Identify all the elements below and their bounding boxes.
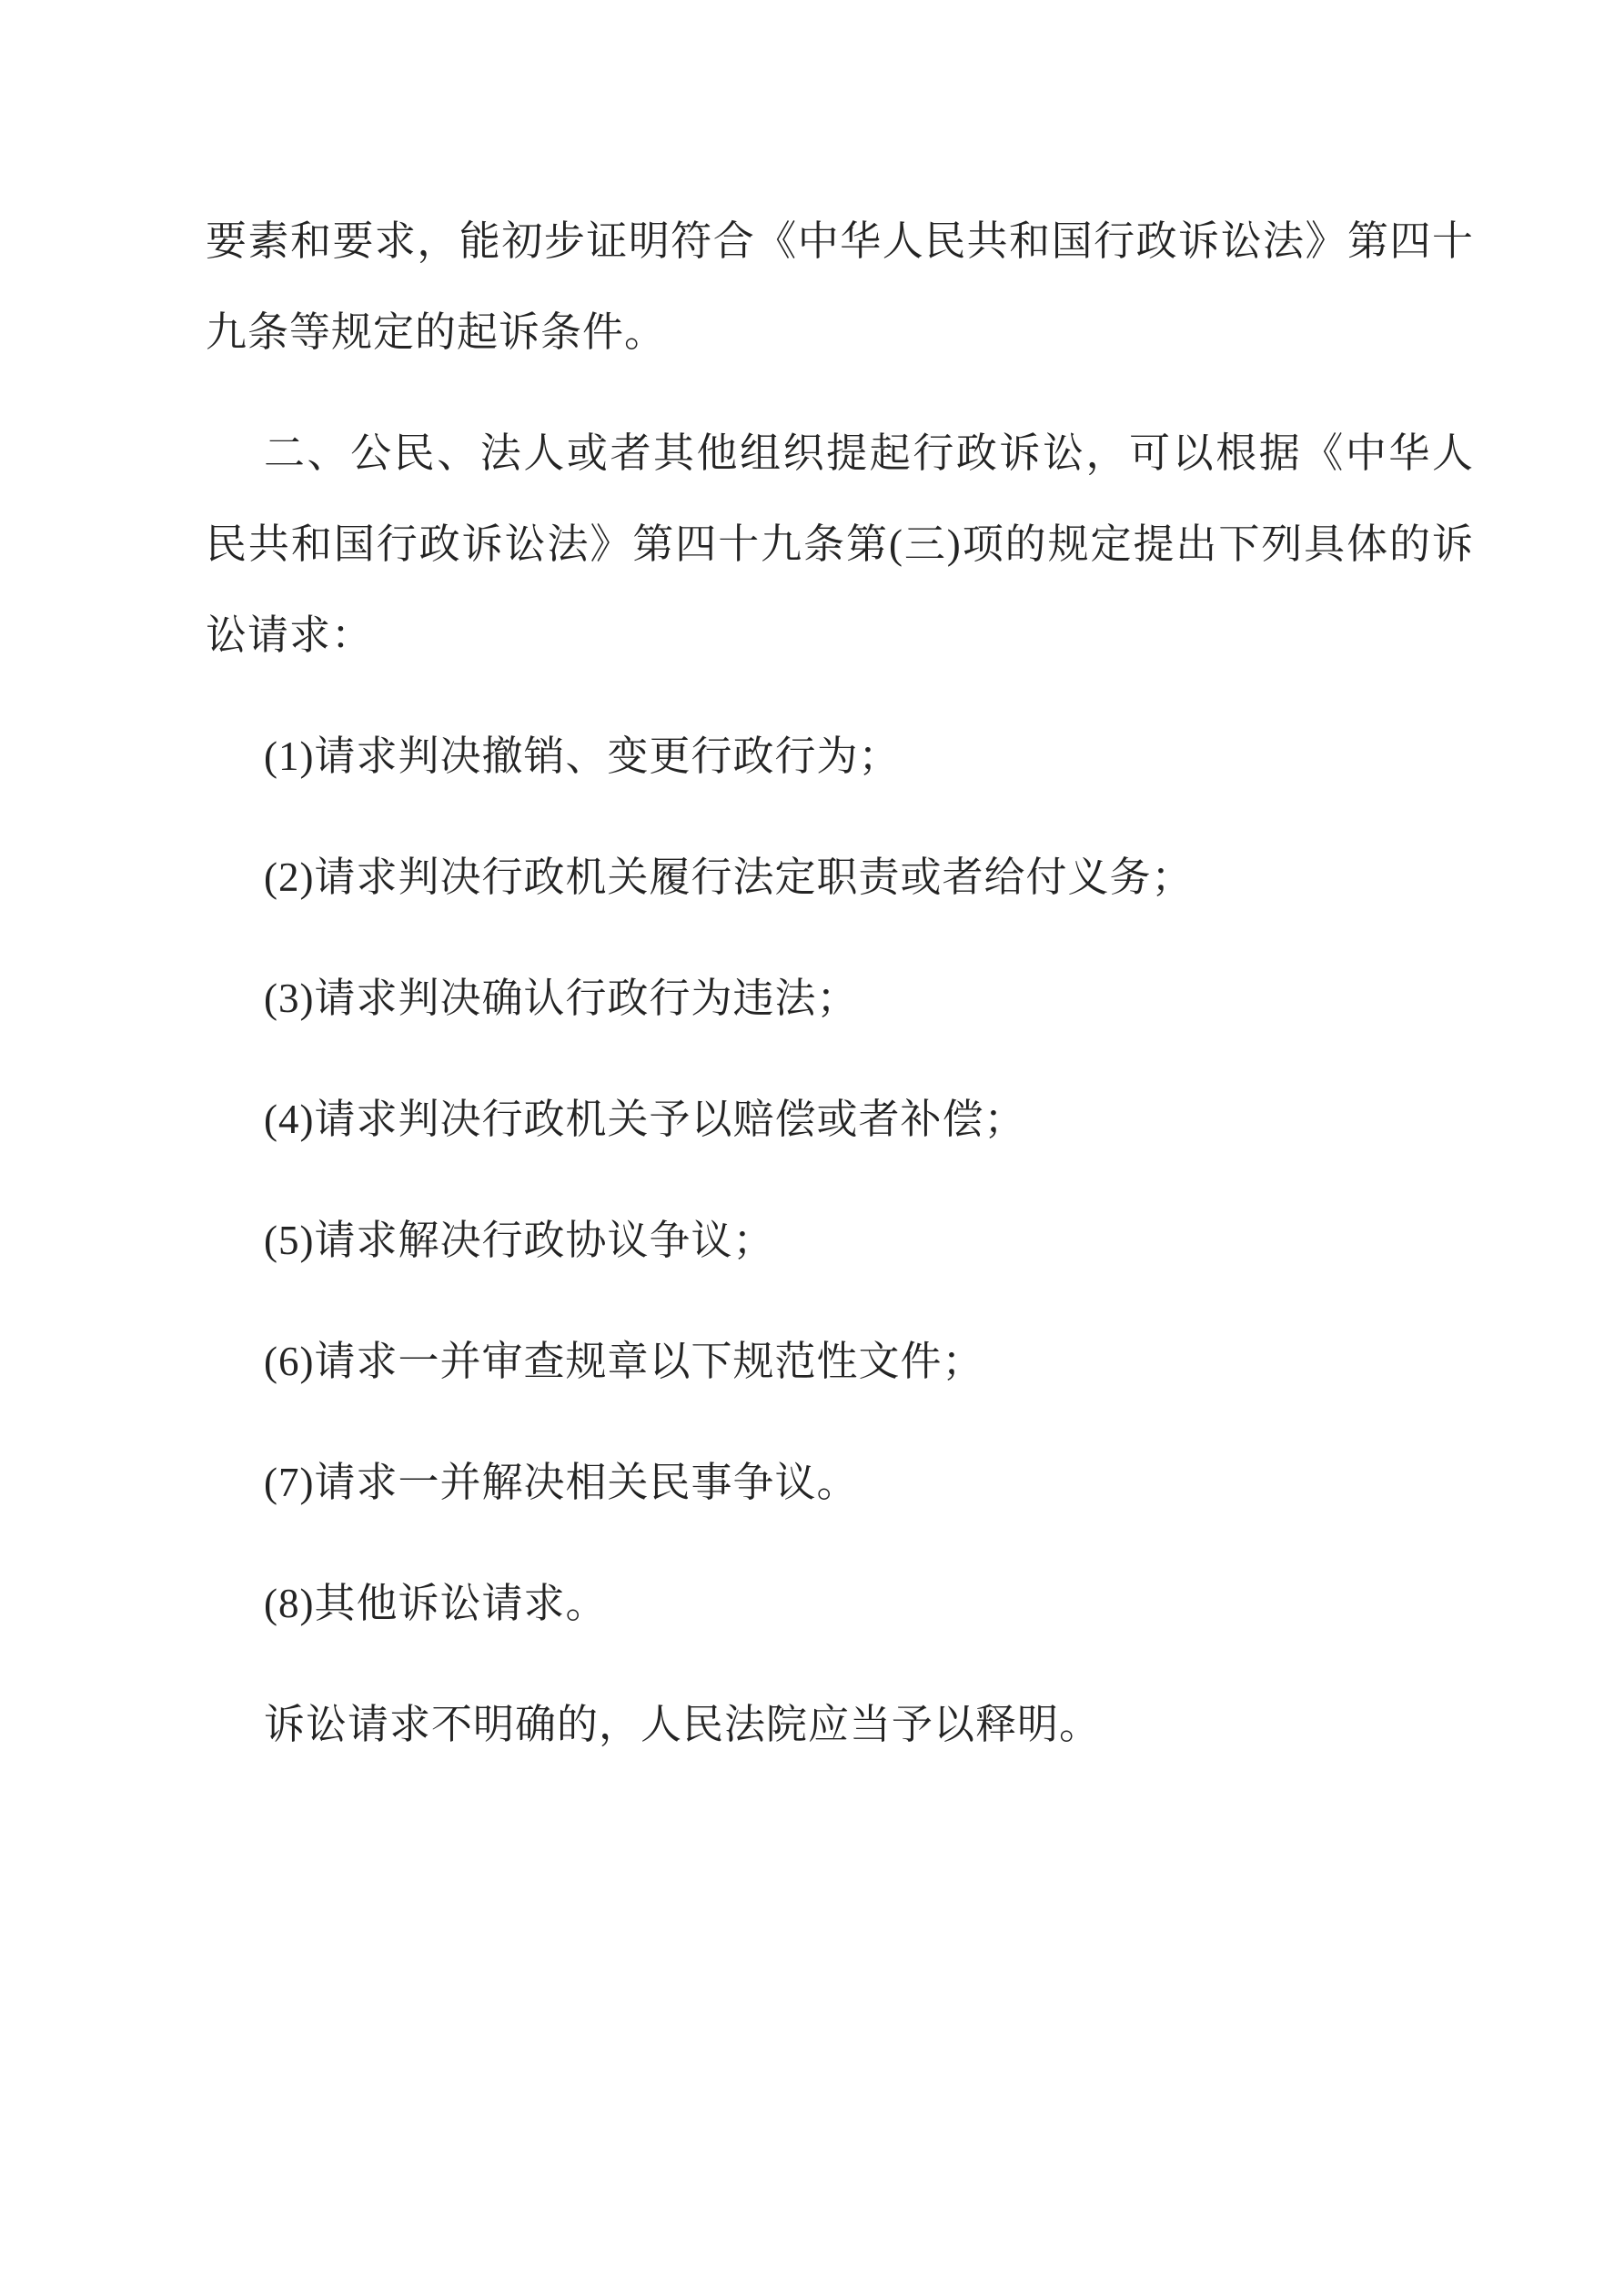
list-item-4: (4)请求判决行政机关予以赔偿或者补偿； [264,1097,1026,1142]
list-item-1: (1)请求判决撤销、变更行政行为； [264,733,901,779]
document-body [206,196,1474,1800]
list-item-3: (3)请求判决确认行政行为违法； [264,976,859,1021]
paragraph-clarification: 诉讼请求不明确的，人民法院应当予以释明。 [264,1702,1102,1747]
list-item-6: (6)请求一并审查规章以下规范性文件； [264,1339,984,1384]
paragraph-section-two: 二、公民、法人或者其他组织提起行政诉讼，可以根据《中华人民共和国行政诉讼法》第四十九条第(三)项的规定提出下列具体的诉讼请求： [206,430,1474,658]
paragraph-continuation: 要素和要求，能初步证明符合《中华人民共和国行政诉讼法》第四十九条等规定的起诉条件。 [206,218,1474,355]
list-item-2: (2)请求判决行政机关履行法定职责或者给付义务； [264,855,1194,900]
list-item-8: (8)其他诉讼请求。 [264,1581,608,1626]
list-item-7: (7)请求一并解决相关民事争议。 [264,1460,859,1505]
list-item-5: (5)请求解决行政协议争议； [264,1218,775,1263]
